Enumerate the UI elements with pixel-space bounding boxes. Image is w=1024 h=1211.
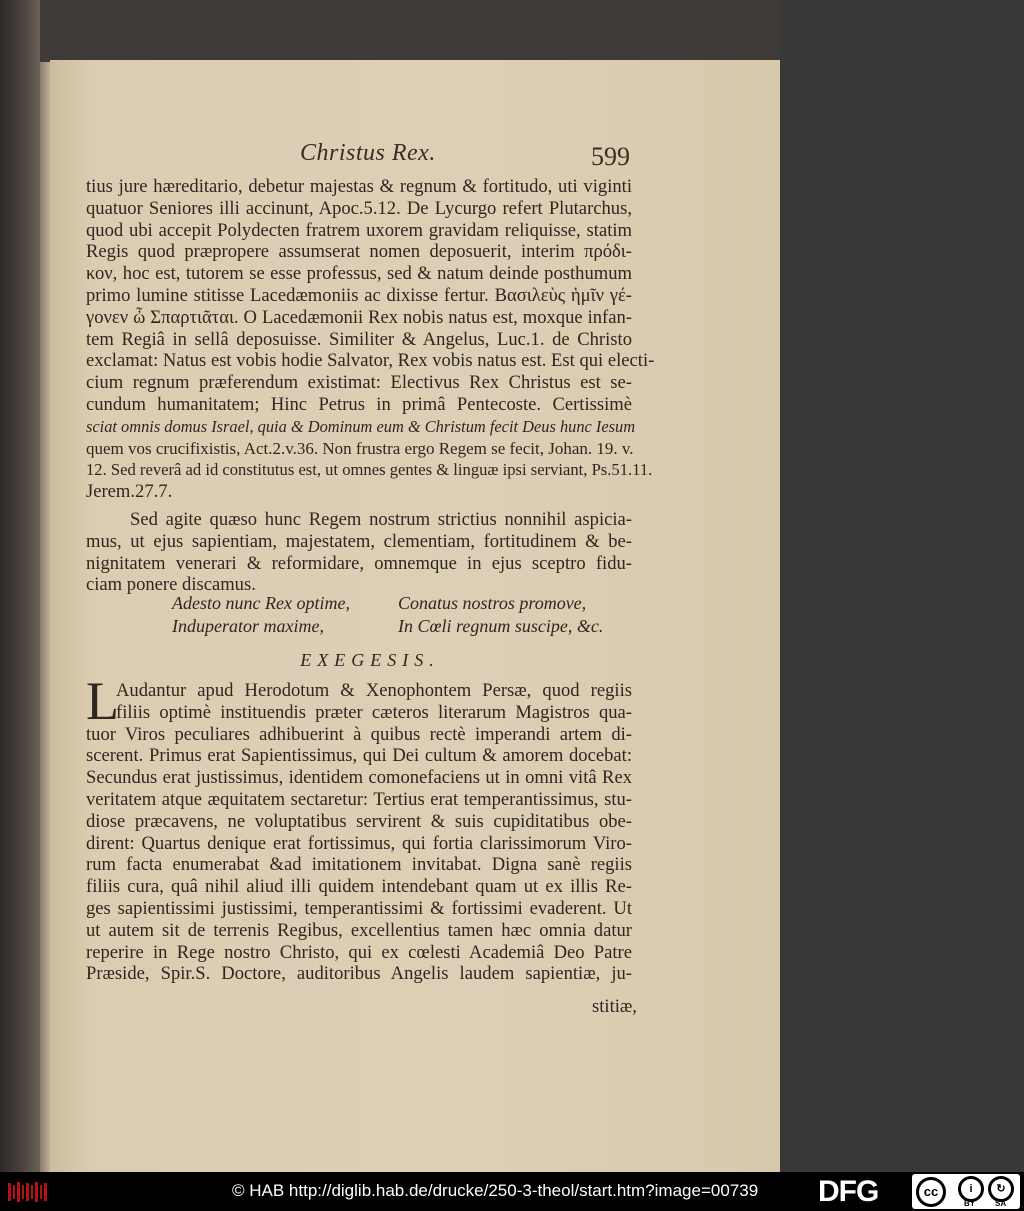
text-line: tius jure hæreditario, debetur majestas & regnum & fortitudo, uti viginti (86, 176, 632, 197)
text-line: scerent. Primus erat Sapientissimus, qui Dei cultum & amorem docebat: (86, 745, 632, 767)
right-background (780, 0, 1024, 1172)
verse-block (172, 592, 612, 638)
text-line: Sed agite quæso hunc Regem nostrum strictius nonnihil aspicia- (130, 508, 632, 530)
main-text (86, 176, 655, 596)
text-line: dirent: Quartus denique erat fortissimus, qui fortia clarissimorum Viro- (86, 832, 632, 854)
verse-row (172, 592, 612, 615)
text-line: rum facta enumerabat &ad imitationem invitabat. Digna sanè regiis (86, 854, 632, 876)
text-line: Regis quod præpropere assumserat nomen deposuerit, interim πρόδι- (86, 241, 632, 263)
text-line: Audantur apud Herodotum & Xenophontem Persæ, quod regiis (116, 680, 632, 701)
text-line: mus, ut ejus sapientiam, majestatem, clementiam, fortitudinem & be- (86, 530, 632, 552)
drop-cap: L (86, 671, 119, 731)
text-line: cundum humanitatem; Hinc Petrus in primâ Pentecoste. Certissimè (86, 393, 632, 415)
running-title: Christus Rex. (300, 140, 436, 166)
cc-icon: cc (916, 1177, 946, 1207)
text-line: filiis optimè instituendis præter cæteros literarum Magistros qua- (116, 701, 632, 723)
text-line: diose præcavens, ne voluptatibus servirent & suis cupiditatibus obe- (86, 810, 632, 832)
text-line: reperire in Rege nostro Christo, qui ex cœlesti Academiâ Deo Patre (86, 941, 632, 963)
text-line: nignitatem venerari & reformidare, omnemque in ejus sceptro fidu- (86, 552, 632, 574)
cc-license-badge[interactable] (912, 1174, 1020, 1209)
text-line: ciam ponere discamus. (86, 574, 256, 596)
sa-label: SA (995, 1199, 1007, 1208)
catchword: stitiæ, (592, 996, 637, 1017)
text-line: γονεν ὦ Σπαρτιᾶται. O Lacedæmonii Rex nobis natus est, moxque infan- (86, 306, 632, 328)
exegesis-text (86, 671, 632, 985)
text-line: ges sapientissimi justissimi, temperantissimi & fortissimi evaderent. Ut (86, 897, 632, 919)
book-spine-shadow (0, 0, 40, 1172)
text-line: ut autem sit de terrenis Regibus, excellentius tamen hæc omnia datur (86, 919, 632, 941)
text-line: quod ubi accepit Polydecten fratrem uxorem gravidam reliquisse, statim (86, 219, 632, 241)
footer-bar (0, 1172, 1024, 1211)
text-line: Secundus erat justissimus, identidem comonefaciens ut in omni vitâ Rex (86, 767, 632, 789)
copyright-link[interactable]: © HAB http://diglib.hab.de/drucke/250-3-theol/start.htm?image=00739 (232, 1181, 759, 1200)
text-line: quatuor Seniores illi accinunt, Apoc.5.12. De Lycurgo refert Plutarchus, (86, 197, 632, 219)
text-line: 12. Sed reverâ ad id constitutus est, ut omnes gentes & linguæ ipsi serviant, Ps.51.11. (86, 460, 653, 480)
text-line: filiis cura, quâ nihil aliud illi quidem intendebant quam ut ex illis Re- (86, 876, 632, 898)
page-number: 599 (591, 142, 630, 171)
dfg-logo: DFG (818, 1175, 879, 1208)
text-line: cium regnum præferendum existimat: Electivus Rex Christus est se- (86, 372, 632, 394)
attribution-icon: i (958, 1176, 984, 1202)
section-heading: EXEGESIS. (300, 650, 440, 670)
text-line: Præside, Spir.S. Doctore, auditoribus Angelis laudem sapientiæ, ju- (86, 963, 632, 985)
text-line: tuor Viros peculiares adhibuerint à quibus rectè imperandi artem di- (86, 723, 632, 745)
share-alike-icon: ↻ (988, 1176, 1014, 1202)
verse-left: Adesto nunc Rex optime, (172, 593, 350, 613)
hab-logo-icon (6, 1179, 50, 1205)
verse-right: In Cœli regnum suscipe, &c. (398, 616, 604, 636)
text-line: exclamat: Natus est vobis hodie Salvator, Rex vobis natus est. Est qui electi- (86, 350, 655, 372)
text-line: quem vos crucifixistis, Act.2.v.36. Non frustra ergo Regem se fecit, Johan. 19. v. (86, 438, 634, 458)
verse-right: Conatus nostros promove, (398, 593, 587, 613)
top-background (40, 0, 780, 60)
verse-row (172, 615, 612, 638)
text-line: sciat omnis domus Israel, quia & Dominum eum & Christum fecit Deus hunc Iesum (86, 416, 636, 436)
text-line: veritatem atque æquitatem sectaretur: Tertius erat temperantissimus, stu- (86, 788, 632, 810)
running-head (300, 140, 630, 180)
verse-left: Induperator maxime, (172, 616, 324, 636)
text-line: tem Regiâ in sellâ deposuisse. Similiter & Angelus, Luc.1. de Christo (86, 328, 632, 350)
text-line: Jerem.27.7. (86, 481, 173, 503)
text-line: κον, hoc est, tutorem se esse professus, sed & natum deinde posthumum (86, 263, 632, 285)
by-label: BY (964, 1199, 976, 1208)
text-line: primo lumine stitisse Lacedæmoniis ac dixisse fertur. Βασιλεὺς ἡμῖν γέ- (86, 284, 632, 306)
